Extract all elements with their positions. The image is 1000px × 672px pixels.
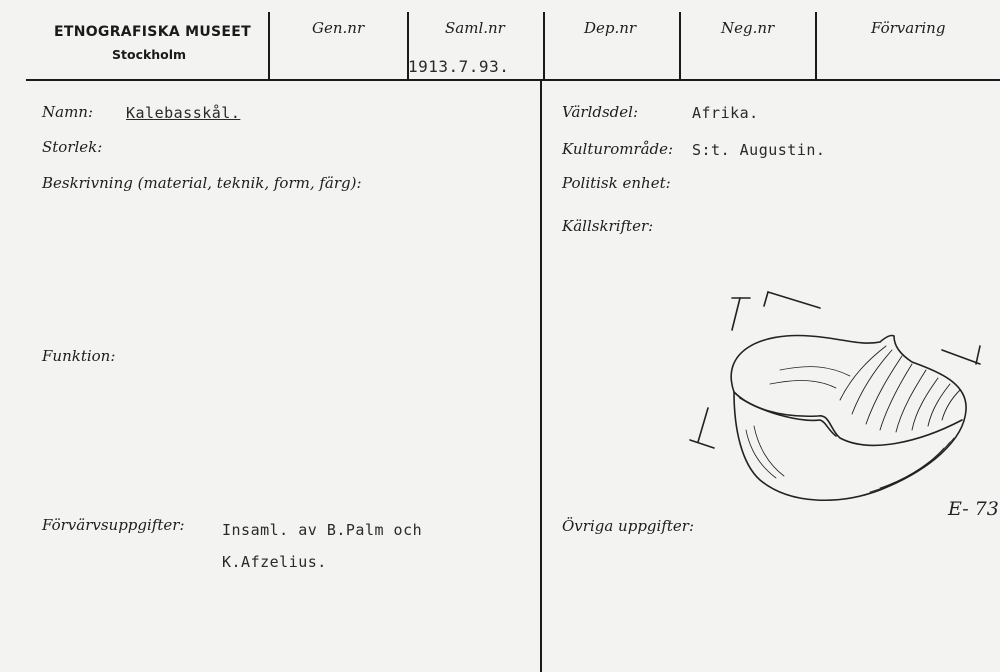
kallskrifter-label: Källskrifter: [562,217,654,235]
neg-nr-label: Neg.nr [721,19,775,37]
header-divider [815,12,817,80]
ovriga-uppgifter-label: Övriga uppgifter: [562,517,694,535]
calabash-bowl-drawing [680,280,1000,520]
kulturomrade-value: S:t. Augustin. [692,141,826,159]
politisk-enhet-label: Politisk enhet: [562,174,671,192]
dep-nr-label: Dep.nr [584,19,637,37]
saml-nr-label: Saml.nr [445,19,505,37]
header-bottom-rule [26,79,1000,81]
gen-nr-label: Gen.nr [312,19,365,37]
handwritten-catalog-code: E- 73 [948,498,999,520]
forvarv-line-1: Insaml. av B.Palm och [222,521,423,539]
institution-name: ETNOGRAFISKA MUSEET [54,24,252,40]
varldsdel-value: Afrika. [692,104,759,122]
saml-nr-value: 1913.7.93. [408,57,510,76]
varldsdel-label: Världsdel: [562,103,638,121]
namn-label: Namn: [42,103,94,121]
namn-value: Kalebasskål. [126,104,241,122]
beskrivning-label: Beskrivning (material, teknik, form, färg): [42,174,362,192]
funktion-label: Funktion: [42,347,116,365]
header-divider [543,12,545,80]
header-divider [679,12,681,80]
forvarv-line-2: K.Afzelius. [222,553,327,571]
forvarv-label: Förvärvsuppgifter: [42,516,185,534]
institution-city: Stockholm [112,47,187,62]
center-divider [540,80,542,672]
kulturomrade-label: Kulturområde: [562,140,674,158]
storlek-label: Storlek: [42,138,103,156]
header-divider [268,12,270,80]
forvaring-label: Förvaring [871,19,946,37]
